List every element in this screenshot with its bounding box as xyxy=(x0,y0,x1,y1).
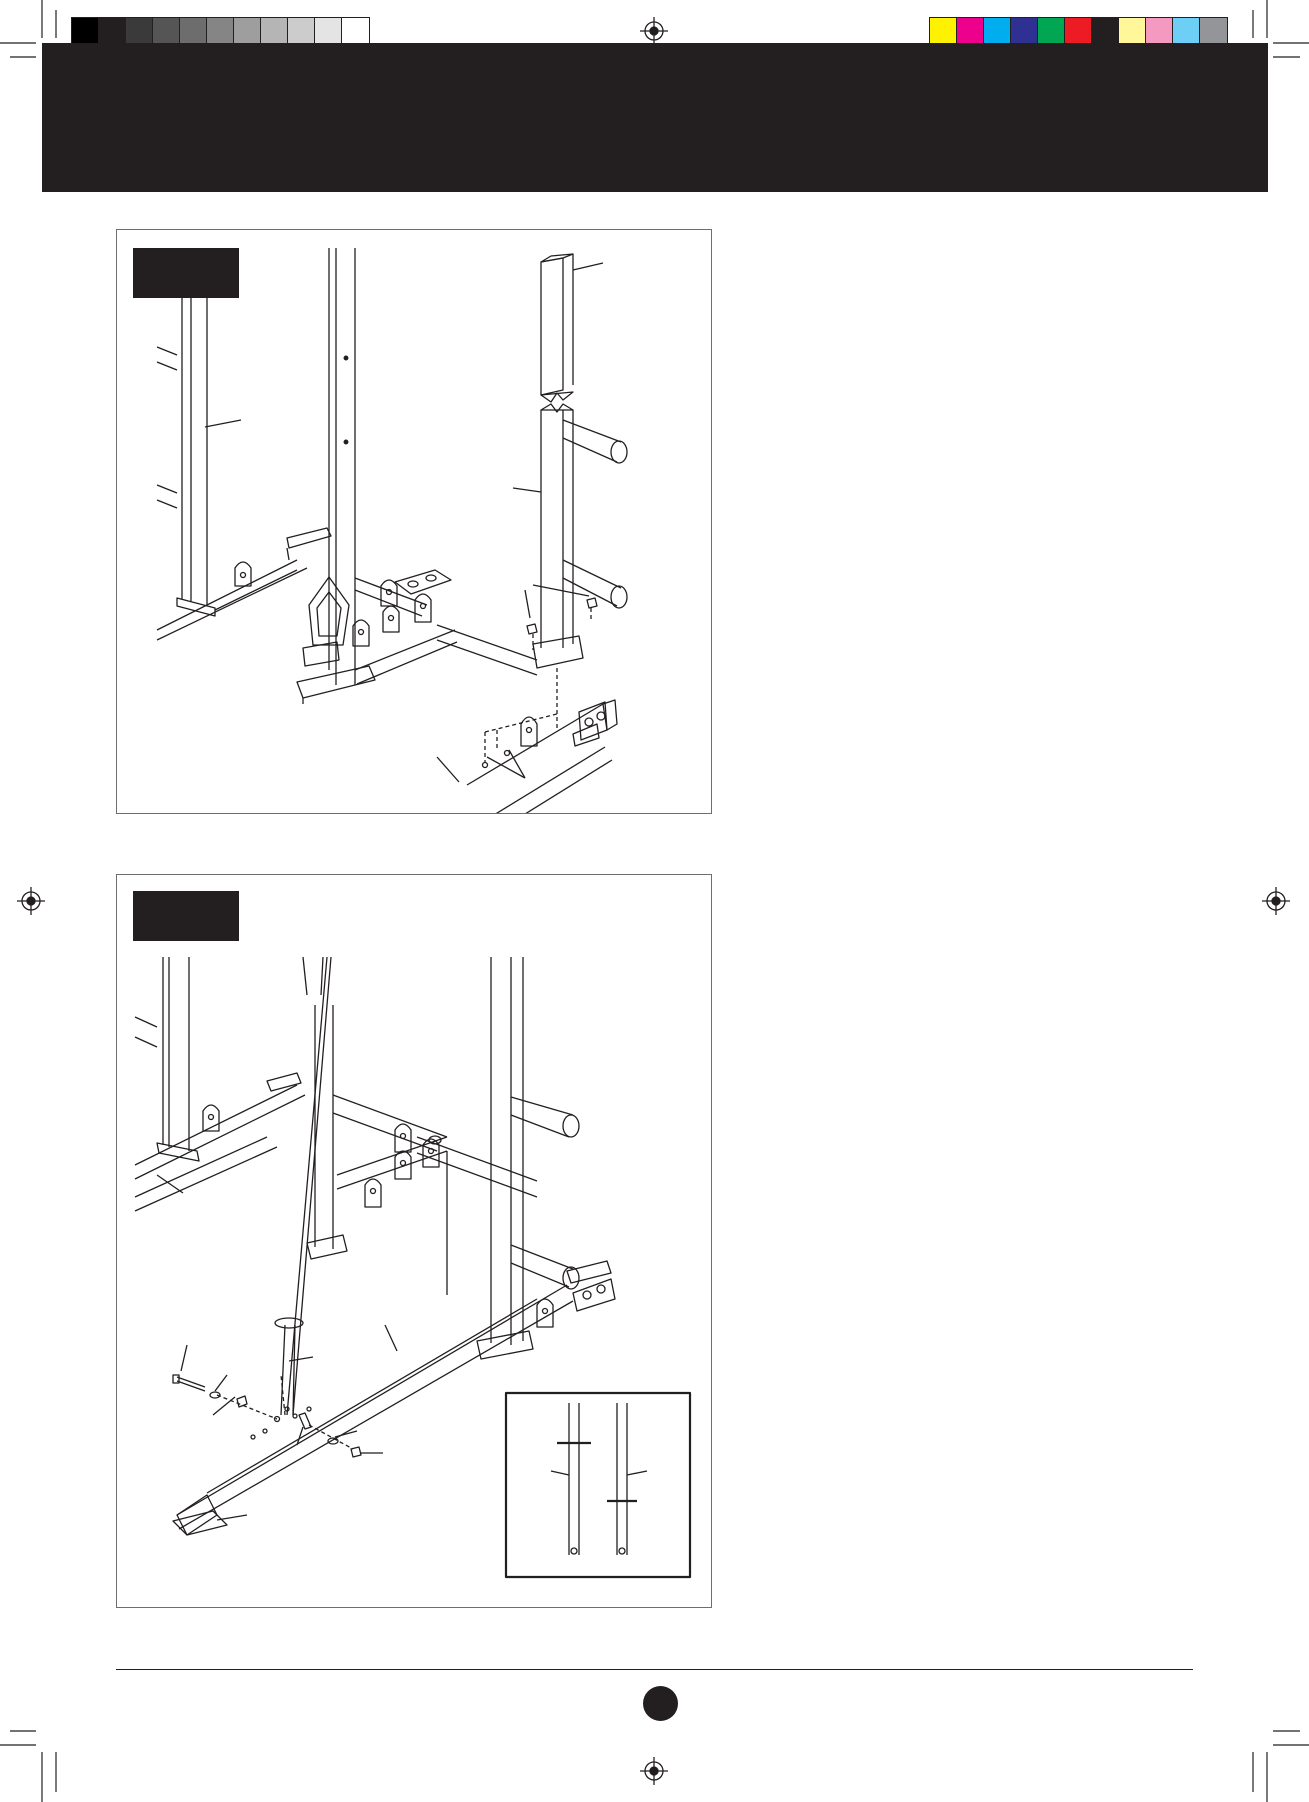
plate-holder-post xyxy=(533,254,627,668)
color-swatch-9 xyxy=(1173,18,1200,44)
registration-target-bottom xyxy=(640,1757,668,1785)
grayscale-swatch-6 xyxy=(234,18,261,44)
color-swatch-5 xyxy=(1065,18,1092,44)
color-swatch-4 xyxy=(1038,18,1065,44)
grayscale-swatch-8 xyxy=(288,18,315,44)
grayscale-swatch-2 xyxy=(126,18,153,44)
color-swatch-7 xyxy=(1119,18,1146,44)
grayscale-swatch-7 xyxy=(261,18,288,44)
grayscale-swatch-5 xyxy=(207,18,234,44)
color-swatch-0 xyxy=(930,18,957,44)
grayscale-swatch-9 xyxy=(315,18,342,44)
page-number-badge xyxy=(643,1686,678,1721)
color-swatch-6 xyxy=(1092,18,1119,44)
assembly-drawing-2 xyxy=(117,875,711,1607)
color-swatch-strip xyxy=(929,17,1228,45)
assembly-drawing-1 xyxy=(117,230,711,813)
header-band xyxy=(42,43,1268,192)
grayscale-swatch-strip xyxy=(71,17,370,45)
registration-target-left xyxy=(17,887,45,915)
registration-target-top xyxy=(640,17,668,45)
footer-rule xyxy=(116,1669,1193,1670)
color-swatch-3 xyxy=(1011,18,1038,44)
hardware-set xyxy=(173,1375,361,1457)
registration-target-right xyxy=(1262,887,1290,915)
color-swatch-2 xyxy=(984,18,1011,44)
rod-comparison-inset xyxy=(506,1393,690,1577)
color-swatch-8 xyxy=(1146,18,1173,44)
grayscale-swatch-0 xyxy=(72,18,99,44)
grayscale-swatch-10 xyxy=(342,18,369,44)
grayscale-swatch-4 xyxy=(180,18,207,44)
step-figure-1 xyxy=(116,229,712,814)
left-upright xyxy=(177,298,215,616)
color-swatch-1 xyxy=(957,18,984,44)
center-upright xyxy=(329,248,355,685)
guide-rod xyxy=(275,957,331,1415)
step-figure-2 xyxy=(116,874,712,1608)
grayscale-swatch-3 xyxy=(153,18,180,44)
color-swatch-10 xyxy=(1200,18,1227,44)
grayscale-swatch-1 xyxy=(99,18,126,44)
